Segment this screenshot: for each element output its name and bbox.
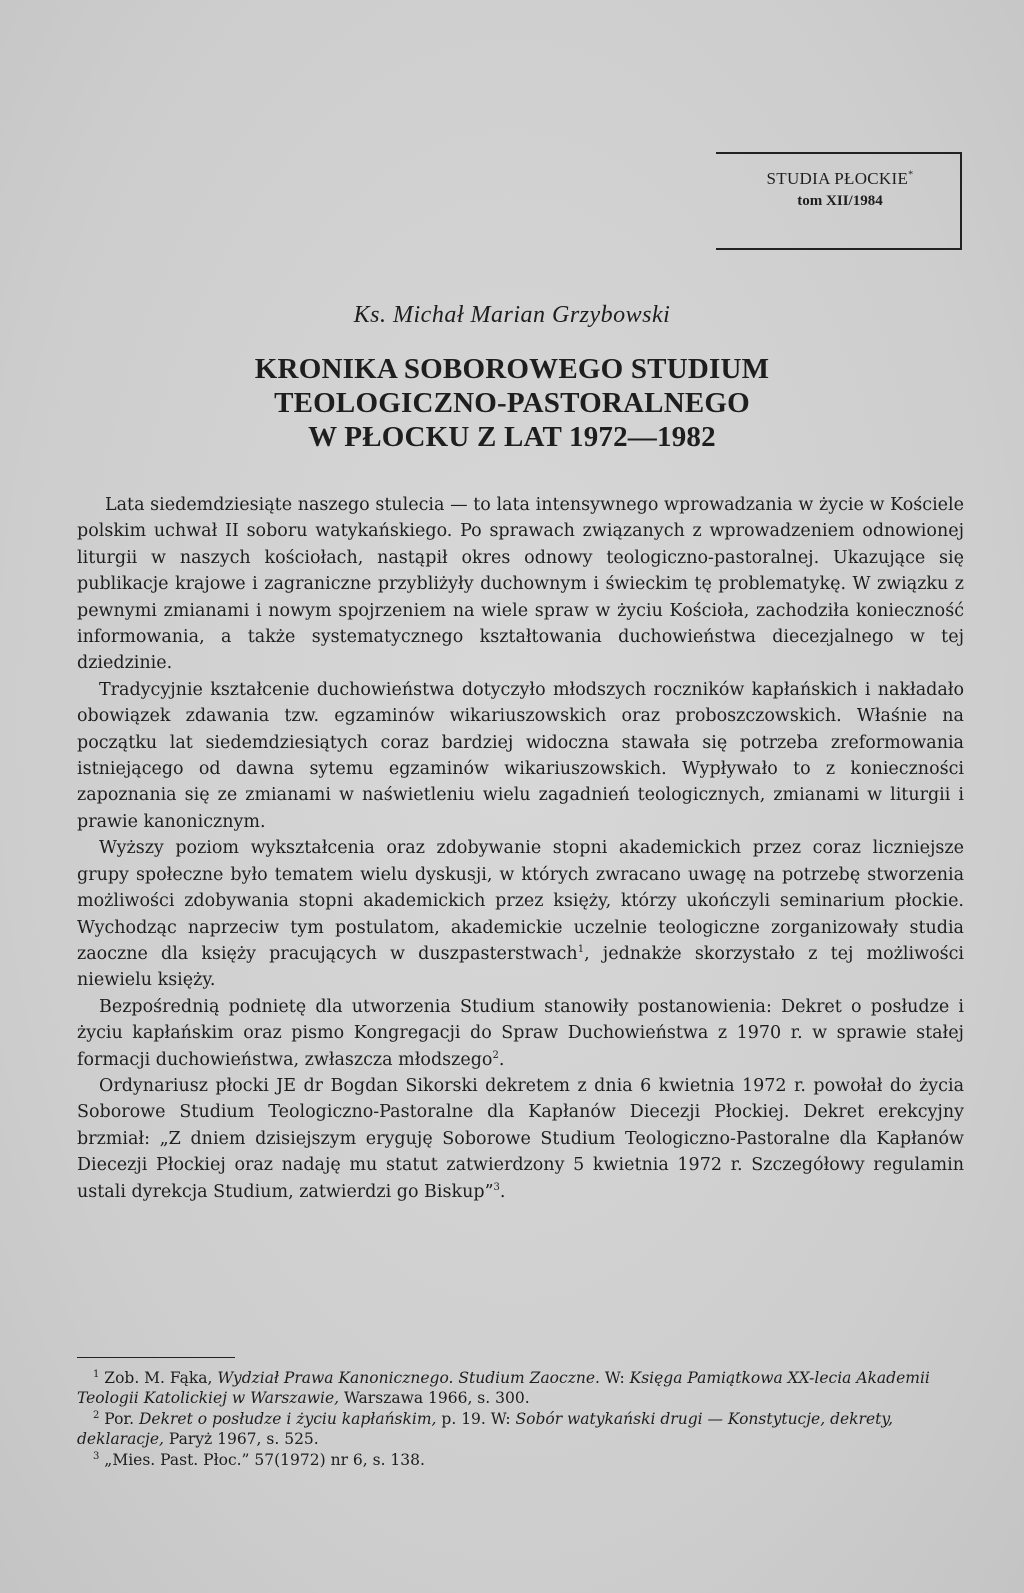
article-author: Ks. Michał Marian Grzybowski <box>353 302 671 328</box>
footnote: $^1$ Zob. M. Fąka, Wydział Prawa Kanonicznego. Studium Zaoczne. W: Księga Pamiątkowa XX-lecia Akademii Teologii Katolickiej w Warszawie, Warszawa 1966, s. 300. <box>77 1368 930 1407</box>
footnote-ref: 3 <box>493 1181 500 1193</box>
journal-header-box <box>716 152 962 250</box>
article-body <box>77 492 964 1205</box>
title-line: TEOLOGICZNO-PASTORALNEGO <box>274 387 750 419</box>
journal-mark: * <box>908 169 914 181</box>
body-paragraph: Tradycyjnie kształcenie duchowieństwa dotyczyło młodszych roczników kapłańskich i nakładało obowiązek zdawania tzw. egzaminów wikariuszowskich oraz proboszczowskich. Właśnie na początku lat siedemdziesiątych coraz bardziej widoczna stawała się potrzeba zreformowania istniejącego od dawna sytemu egzaminów wikariuszowskich. Wypływało to z konieczności zapoznania się ze zmianami w naświetleniu wielu zagadnień teologicznych, zmianami w liturgii i prawie kanonicznym. <box>77 679 964 832</box>
title-line: KRONIKA SOBOROWEGO STUDIUM <box>254 353 770 385</box>
footnote-number: 2 <box>93 1409 100 1421</box>
footnotes <box>77 1368 964 1471</box>
body-paragraph: Bezpośrednią podnietę dla utworzenia Studium stanowiły postanowienia: Dekret o posłudze i życiu kapłańskim oraz pismo Kongregacji do Spraw Duchowieństwa z 1970 r. w sprawie stałej formacji duchowieństwa, zwłaszcza młodszego$^2$. <box>77 996 964 1070</box>
footnote-divider <box>77 1357 235 1358</box>
body-paragraph: Lata siedemdziesiąte naszego stulecia — to lata intensywnego wprowadzania w życie w Kościele polskim uchwał II soboru watykańskiego. Po sprawach związanych z wprowadzeniem odnowionej liturgii w naszych kościołach, nastąpił okres odnowy teologiczno-pastoralnej. Ukazujące się publikacje krajowe i zagraniczne przybliżyły duchownym i świeckim tę problematykę. W związku z pewnymi zmianami i nowym spojrzeniem na wiele spraw w życiu Kościoła, zachodziła konieczność informowania, a także systematycznego kształtowania duchowieństwa diecezjalnego w tej dziedzinie. <box>77 495 964 674</box>
title-line: W PŁOCKU Z LAT 1972—1982 <box>308 421 716 453</box>
footnote: $^2$ Por. Dekret o posłudze i życiu kapłańskim, p. 19. W: Sobór watykański drugi — Konstytucje, dekrety, deklaracje, Paryż 1967, s. 525. <box>77 1409 893 1448</box>
footnote-ref: 2 <box>492 1049 499 1061</box>
body-paragraph: Ordynariusz płocki JE dr Bogdan Sikorski dekretem z dnia 6 kwietnia 1972 r. powołał do życia Soborowe Studium Teologiczno-Pastoralne dla Kapłanów Diecezji Płockiej. Dekret erekcyjny brzmiał: „Z dniem dzisiejszym eryguję Soborowe Studium Teologiczno-Pastoralne dla Kapłanów Diecezji Płockiej oraz nadaję mu statut zatwierdzony 5 kwietnia 1972 r. Szczegółowy regulamin ustali dyrekcja Studium, zatwierdzi go Biskup”$^3$. <box>77 1075 964 1202</box>
article-title <box>0 352 1024 454</box>
journal-volume: tom XII/1984 <box>797 193 883 209</box>
footnote: $^3$ „Mies. Past. Płoc.” 57(1972) nr 6, s. 138. <box>93 1450 425 1469</box>
footnote-ref: 1 <box>577 944 585 956</box>
footnote-number: 3 <box>93 1450 100 1462</box>
journal-name: STUDIA PŁOCKIE* <box>766 169 914 188</box>
footnote-number: 1 <box>93 1368 100 1380</box>
body-paragraph: Wyższy poziom wykształcenia oraz zdobywanie stopni akademickich przez coraz liczniejsze grupy społeczne było tematem wielu dyskusji, w których zwracano uwagę na potrzebę stworzenia możliwości zdobywania stopni akademickich przez księży, którzy ukończyli seminarium płockie. Wychodząc naprzeciw tym postulatom, akademickie uczelnie teologiczne zorganizowały studia zaoczne dla księży pracujących w duszpasterstwach$^1$, jednakże skorzystało z tej możliwości niewielu księży. <box>77 838 964 991</box>
